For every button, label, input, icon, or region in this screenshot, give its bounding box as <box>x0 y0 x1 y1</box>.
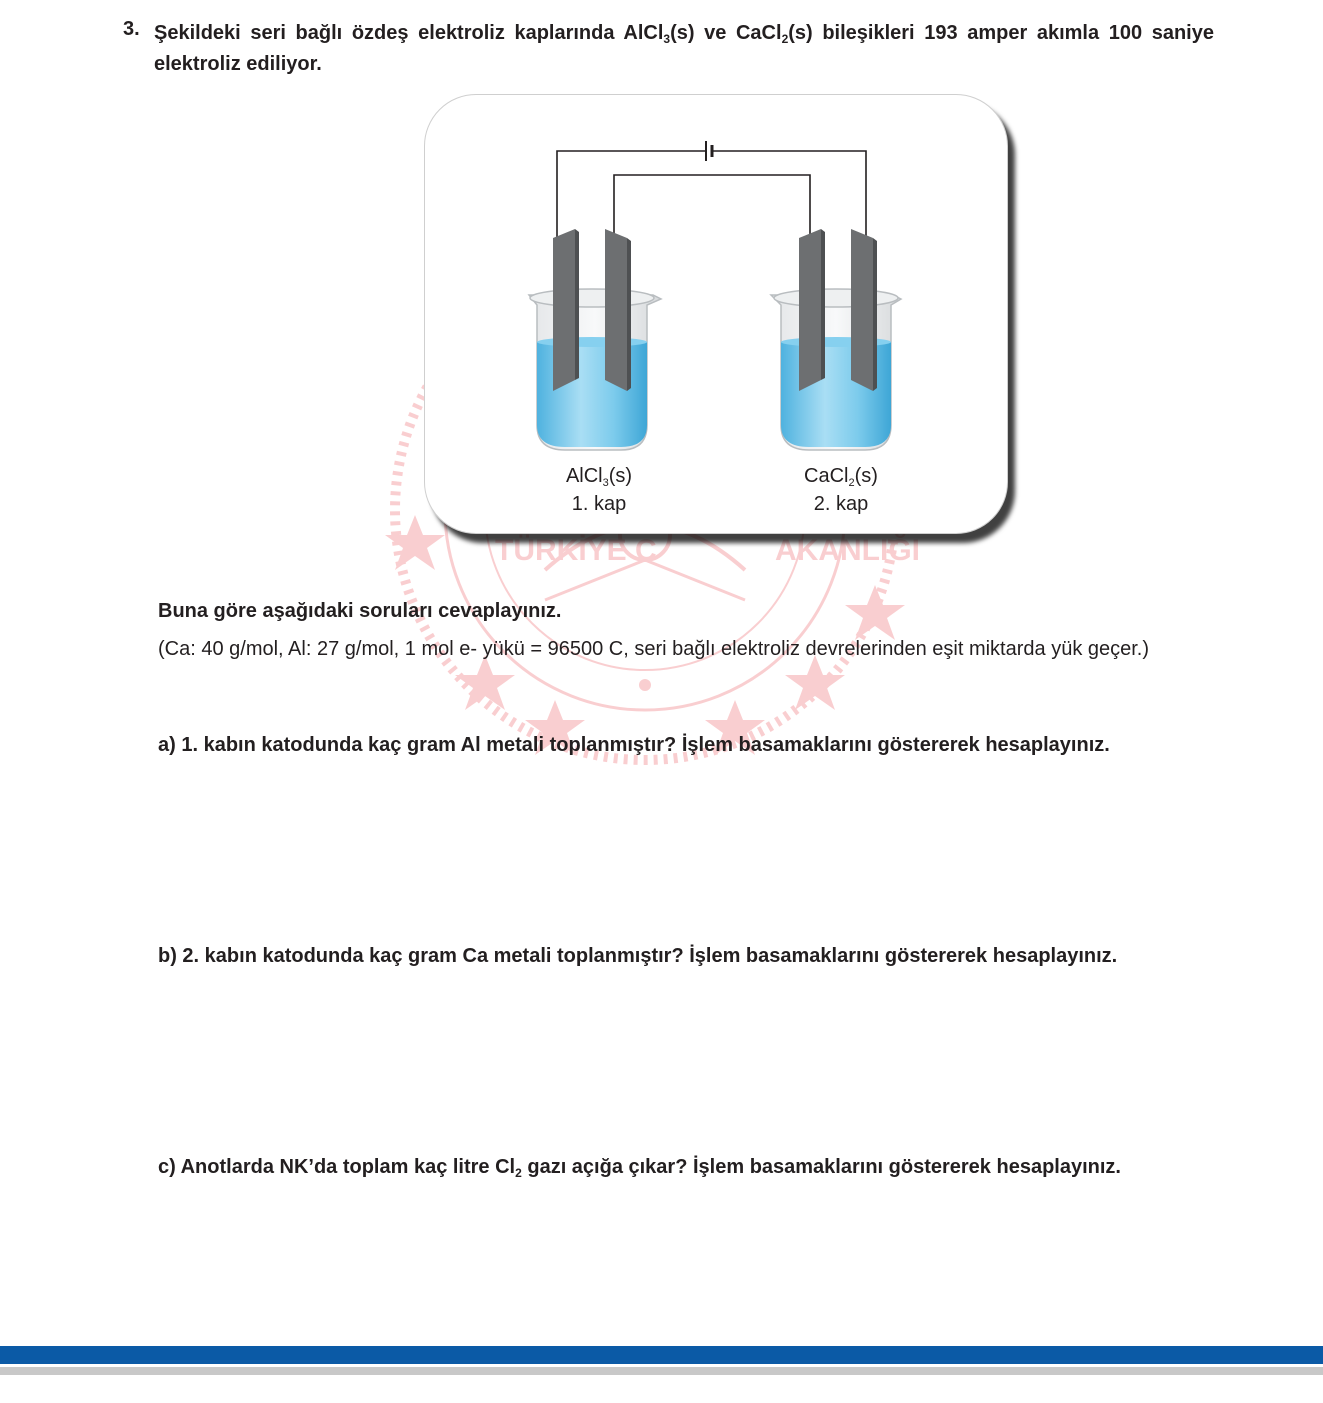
battery-icon <box>706 141 712 161</box>
beaker-2-formula <box>761 462 921 490</box>
question-c-part1: c) Anotlarda NK’da toplam kaç litre Cl <box>158 1156 516 1178</box>
beaker-2-formula-main: CaCl <box>804 465 849 487</box>
beaker-1-formula-main: AlCl <box>565 465 603 487</box>
question-c-subscript: 2 <box>515 1166 522 1180</box>
question-text-part3: (s) bileşikleri 193 amper akımla 100 saniye elektroliz ediliyor. <box>154 22 1214 75</box>
beaker-1-formula-state: (s) <box>608 465 633 487</box>
question-subscript-1: 3 <box>663 32 671 46</box>
electrolysis-figure <box>424 94 1008 534</box>
beaker-2-formula-sub: 2 <box>848 477 855 489</box>
beaker-1 <box>529 289 661 450</box>
beaker-2-formula-state: (s) <box>854 465 878 487</box>
question-c <box>158 1156 1121 1179</box>
beaker-1-anode <box>605 229 631 391</box>
beaker-2 <box>771 289 901 450</box>
instructions-heading: Buna göre aşağıdaki soruları cevaplayınız. <box>158 600 562 622</box>
beaker-1-caption: 1. kap <box>571 493 627 515</box>
beaker-2-label <box>761 462 921 518</box>
beaker-1-cathode <box>553 229 579 391</box>
question-text <box>154 18 1214 80</box>
beaker-1-formula <box>519 462 679 490</box>
footer-gray-bar <box>0 1367 1323 1375</box>
question-c-part2: gazı açığa çıkar? İşlem basamaklarını göstererek hesaplayınız. <box>521 1156 1121 1178</box>
question-number: 3. <box>123 18 140 40</box>
beaker-1-formula-sub: 3 <box>602 477 609 489</box>
question-text-part2: (s) ve CaCl <box>670 22 782 44</box>
question-text-part1: Şekildeki seri bağlı özdeş elektroliz kaplarında AlCl <box>154 22 664 44</box>
beaker-2-anode <box>851 229 877 391</box>
watermark-text-left: TÜRKİYE C <box>495 534 657 567</box>
beaker-2-caption: 2. kap <box>813 493 869 515</box>
beaker-2-cathode <box>799 229 825 391</box>
footer-blue-bar <box>0 1346 1323 1364</box>
question-b: b) 2. kabın katodunda kaç gram Ca metali toplanmıştır? İşlem basamaklarını göstererek hesaplayınız. <box>158 945 1118 967</box>
question-subscript-2: 2 <box>781 32 789 46</box>
given-data: (Ca: 40 g/mol, Al: 27 g/mol, 1 mol e- yükü = 96500 C, seri bağlı elektroliz devrelerinden eşit miktarda yük geçer.) <box>158 638 1150 660</box>
beaker-1-label <box>519 462 679 518</box>
watermark-text-right: AKANLIĞI <box>775 534 920 567</box>
question-a: a) 1. kabın katodunda kaç gram Al metali toplanmıştır? İşlem basamaklarını göstererek hesaplayınız. <box>158 734 1110 756</box>
